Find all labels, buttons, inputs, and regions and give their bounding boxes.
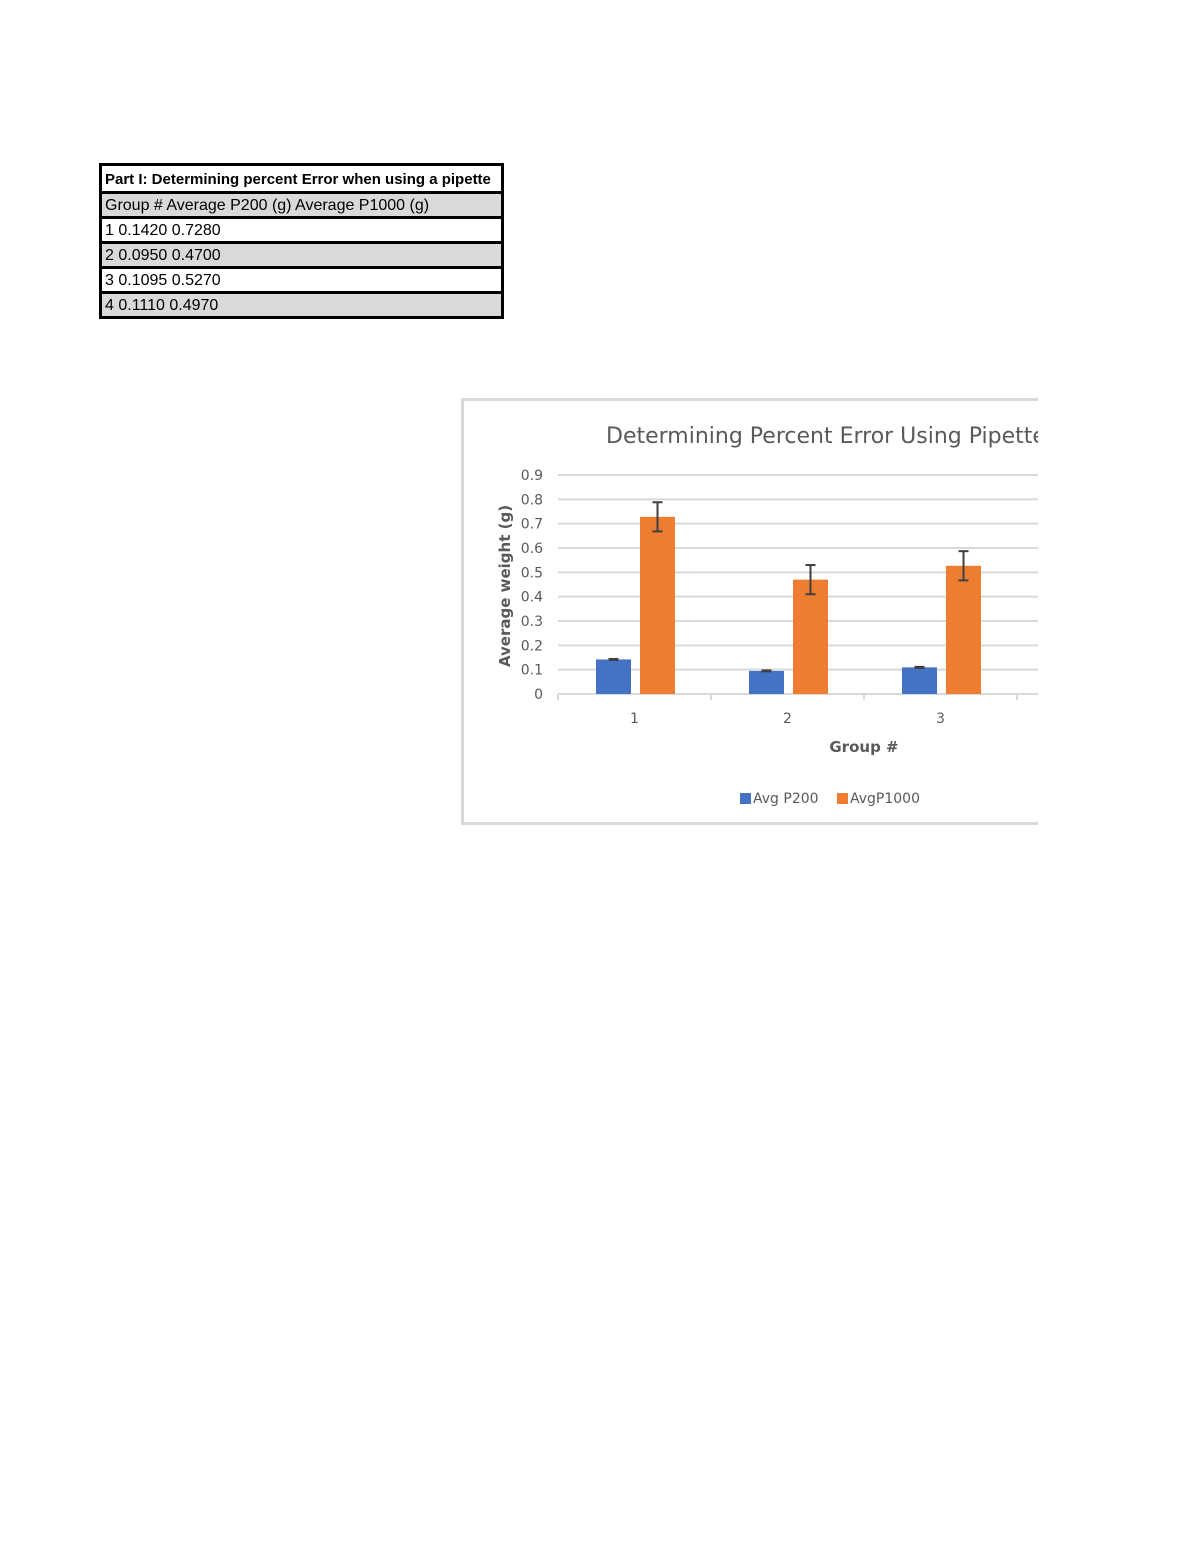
table-row: 4 0.1110 0.4970 [99,291,504,319]
legend-label: AvgP1000 [850,791,920,807]
legend-swatch [837,793,848,804]
y-tick-label: 0.5 [520,565,543,582]
y-tick-label: 0.8 [520,492,543,509]
table-row: 3 0.1095 0.5270 [99,266,504,294]
table-row: 2 0.0950 0.4700 [99,241,504,269]
bar [596,659,631,694]
legend-label: Avg P200 [753,791,819,807]
y-tick-label: 0.6 [520,541,543,557]
bar [640,517,675,694]
chart-frame [461,398,1098,825]
bar [749,671,784,694]
bar-chart: 00.10.20.30.40.50.60.70.80.91 2 3 4 Determining Percent Error Using Pipette Group # Average weight (g) Avg P200 AvgP1000 [461,398,1038,825]
y-tick-label: 0.3 [520,614,543,630]
x-tick-label: 2 [783,711,792,727]
y-tick-label: 0.9 [520,468,543,484]
y-tick-label: 0.7 [520,516,543,533]
y-axis-title: Average weight (g) [496,504,514,668]
legend-swatch [740,793,751,804]
x-tick-label: 3 [936,711,945,727]
x-tick-label: 1 [630,711,639,727]
table-title: Part I: Determining percent Error when using a pipette [99,163,504,191]
chart-title: Determining Percent Error Using Pipette [606,424,1046,449]
x-axis-title: Group # [829,738,899,756]
table-header-row: Group # Average P200 (g) Average P1000 (g) [99,191,504,219]
y-tick-label: 0.2 [520,638,543,655]
y-tick-label: 0.1 [520,662,543,679]
bar [793,580,828,694]
bar [946,566,981,694]
table-row: 1 0.1420 0.7280 [99,216,504,244]
data-table [99,163,504,319]
bar [902,667,937,694]
y-tick-label: 0 [534,687,543,703]
y-tick-label: 0.4 [520,589,543,606]
